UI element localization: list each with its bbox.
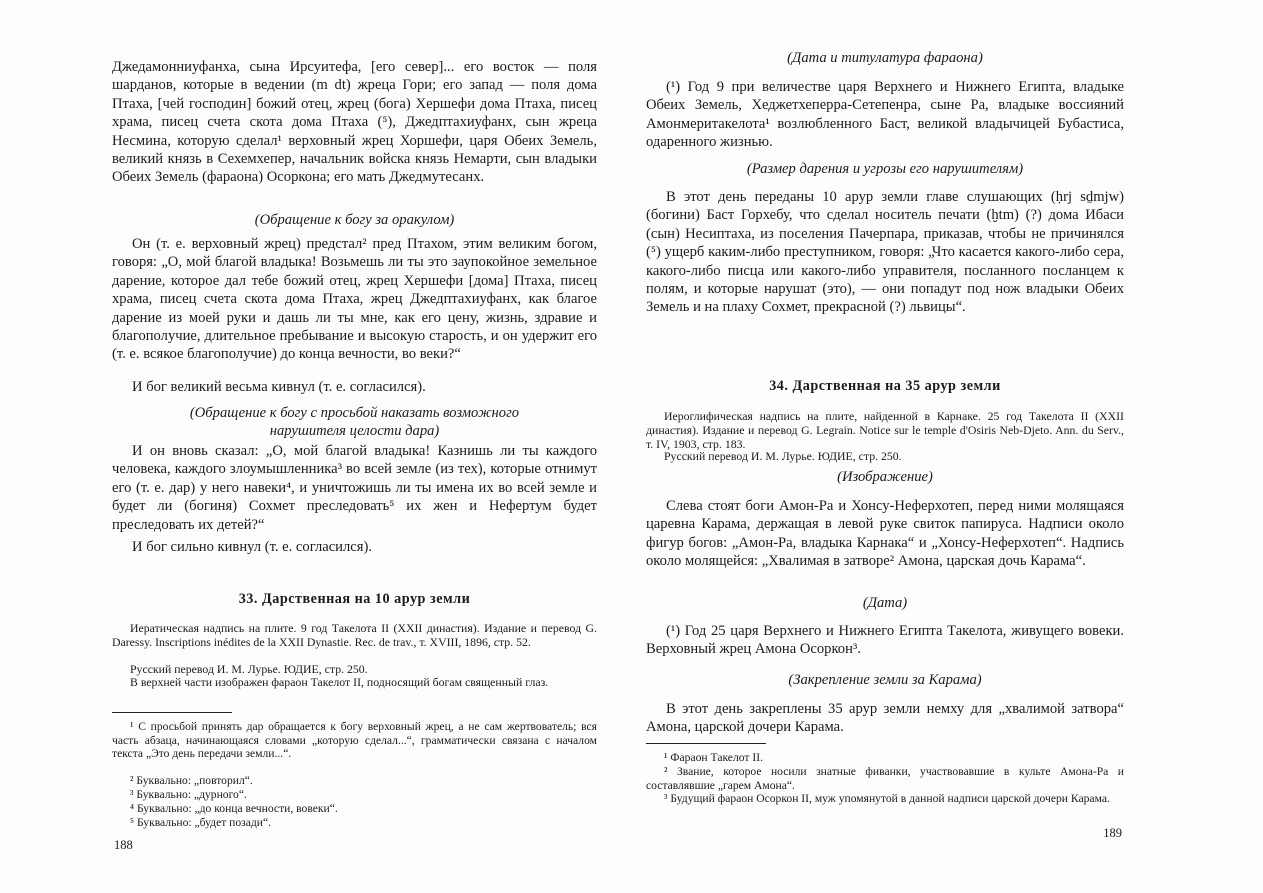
intro-source-34: Иероглифическая надпись на плите, найденной в Карнаке. 25 год Такелота II (XXII династия). Издание и перевод G. Legrain. Notice sur le temple d'Osiris Neb-Djeto. Ann. du Serv., т. IV, 1903, стр. 183. (646, 409, 1124, 451)
section-heading-date: (Дата и титулатура фараона) (787, 50, 983, 66)
section-heading-size: (Размер дарения и угрозы его нарушителям) (746, 161, 1024, 177)
punish-nod-line: И бог сильно кивнул (т. е. согласился). (132, 539, 372, 555)
image-paragraph: Слева стоят боги Амон-Ра и Хонсу-Неферхотеп, перед ними молящаяся царевна Карама, держащая в левой руке свиток папируса. Надписи около фигур богов: „Амон-Ра, владыка Карнака“ и „Хонсу-Неферхотеп“. Надпись около молящейся: „Хвалимая в затворе² Амона, царская дочь Карама“. (646, 498, 1124, 570)
punish-paragraph: И он вновь сказал: „О, мой благой владыка! Казнишь ли ты каждого человека, каждого злоумышленника³ во всей земле (из тех), которые отнимут его (т. е. дар) у него навеки⁴, и уничтожишь ли ты имена их во всей земле и будет ли (богиня) Сохмет преследовать⁵ их жен и Нефертум будет преследовать их детей?“ (112, 443, 597, 533)
size-paragraph: В этот день переданы 10 арур земли главе слушающих (ḥrj sḏmjw) (богини) Баст Горхебу, что сделал носитель печати (ḫtm) (?) дома Ибаси (сын) Несиптаха, из поселения Пачерпара, приказав, чтобы не причинялся (⁵) ущерб каким-либо преступником, говоря: „Что касается какого-либо сера, какого-либо писца или какого-либо управителя, посланного посланцем к полям, и которые нарушат (это), — они попадут под нож владыки Обеих Земель и на плаху Сохмет, прекрасной (?) львицы“. (646, 189, 1124, 316)
continuation-paragraph: Джедамонниуфанха, сына Ирсуитефа, [его север]... его восток — поля шарданов, которые в ведении (m dt) жреца Гори; его запад — поля дома Птаха, [чей господин] божий отец, жрец (бога) Хершефи дома Птаха, писец храма, писец счета скота дома Птаха (⁵), Джедптахиуфанх, сын жреца Несмина, которую сделал¹ верховный жрец Хоршефи, царя Обеих Земель, великий князь в Сехемхепер, начальник войска князь Немарти, сын владыки Обеих Земель (фараона) Осоркона; его мать Джедмутесанх. (112, 59, 597, 186)
page-number: 188 (114, 838, 133, 852)
intro-translation-34: Русский перевод И. М. Лурье. ЮДИЕ, стр. 250. (664, 449, 902, 463)
footnote-3: ³ Буквально: „дурного“. (130, 788, 247, 801)
footnote-divider (646, 743, 766, 744)
footnote-4: ⁴ Буквально: „до конца вечности, вовеки“. (130, 802, 338, 815)
page-number: 189 (1103, 826, 1122, 840)
fix-paragraph: В этот день закреплены 35 арур земли немху для „хвалимой затвора“ Амона, царской дочери Карама. (646, 701, 1124, 736)
intro-description-33: В верхней части изображен фараон Такелот II, подносящий богам священный глаз. (130, 675, 549, 689)
oracle-nod-line: И бог великий весьма кивнул (т. е. согласился). (132, 379, 426, 395)
footnote-2: ² Буквально: „повторил“. (130, 774, 253, 787)
document-title-34: 34. Дарственная на 35 арур земли (769, 378, 1001, 394)
section-heading-image: (Изображение) (837, 469, 933, 485)
left-page (112, 0, 597, 893)
footnote-1: ¹ Фараон Такелот II. (664, 751, 763, 764)
right-page (646, 0, 1124, 893)
footnote-3: ³ Будущий фараон Осоркон II, муж упомянутой в данной надписи царской дочери Карама. (664, 792, 1110, 805)
footnote-2: ² Звание, которое носили знатные фиванки, участвовавшие в культе Амона-Ра и составлявшие „гарем Амона“. (646, 765, 1124, 792)
oracle-paragraph: Он (т. е. верховный жрец) предстал² пред Птахом, этим великим богом, говоря: „О, мой благой владыка! Возьмешь ли ты это заупокойное земельное дарение, которое дал тебе божий отец, жрец Хершефи [дома] Птаха, писец храма, писец счета скота дома Птаха, жрец Джедптахиуфанх, как благое дарение из моей руки и дашь ли ты мне, как его цену, жизнь, здравие и благополучие, длительное пребывание и высокую старость, и он удержит его (т. е. всякое благополучие) до конца вечности, во веки?“ (112, 236, 597, 363)
date2-paragraph: (¹) Год 25 царя Верхнего и Нижнего Египта Такелота, живущего вовеки. Верховный жрец Амона Осоркон³. (646, 623, 1124, 658)
intro-translation-33: Русский перевод И. М. Лурье. ЮДИЕ, стр. 250. (130, 662, 368, 676)
footnote-5: ⁵ Буквально: „будет позади“. (130, 816, 272, 829)
section-heading-oracle: (Обращение к богу за оракулом) (254, 212, 455, 228)
date-paragraph: (¹) Год 9 при величестве царя Верхнего и Нижнего Египта, владыке Обеих Земель, Хеджетхеперра-Сетепенра, сыне Ра, владыке воссияний Амонмеритакелота¹ возлюбленного Баст, великой владычицей Бубастиса, одаренного жизнью. (646, 79, 1124, 151)
section-heading-date2: (Дата) (862, 595, 908, 611)
intro-source-33: Иератическая надпись на плите. 9 год Такелота II (XXII династия). Издание и перевод G. Daressy. Inscriptions inédites de la XXII Dynastie. Rec. de trav., т. XVIII, 1896, стр. 52. (112, 621, 597, 649)
document-title-33: 33. Дарственная на 10 арур земли (238, 591, 471, 607)
footnote-divider (112, 712, 232, 713)
section-heading-fix: (Закрепление земли за Карама) (788, 672, 982, 688)
footnote-1: ¹ С просьбой принять дар обращается к богу верховный жрец, а не сам жертвователь; вся часть абзаца, начинающаяся словами „которую сделал...“, грамматически связана с началом текста „Это день передачи земли...“. (112, 720, 597, 761)
section-heading-punish: (Обращение к богу с просьбой наказать возможного нарушителя целости дара) (189, 405, 520, 440)
